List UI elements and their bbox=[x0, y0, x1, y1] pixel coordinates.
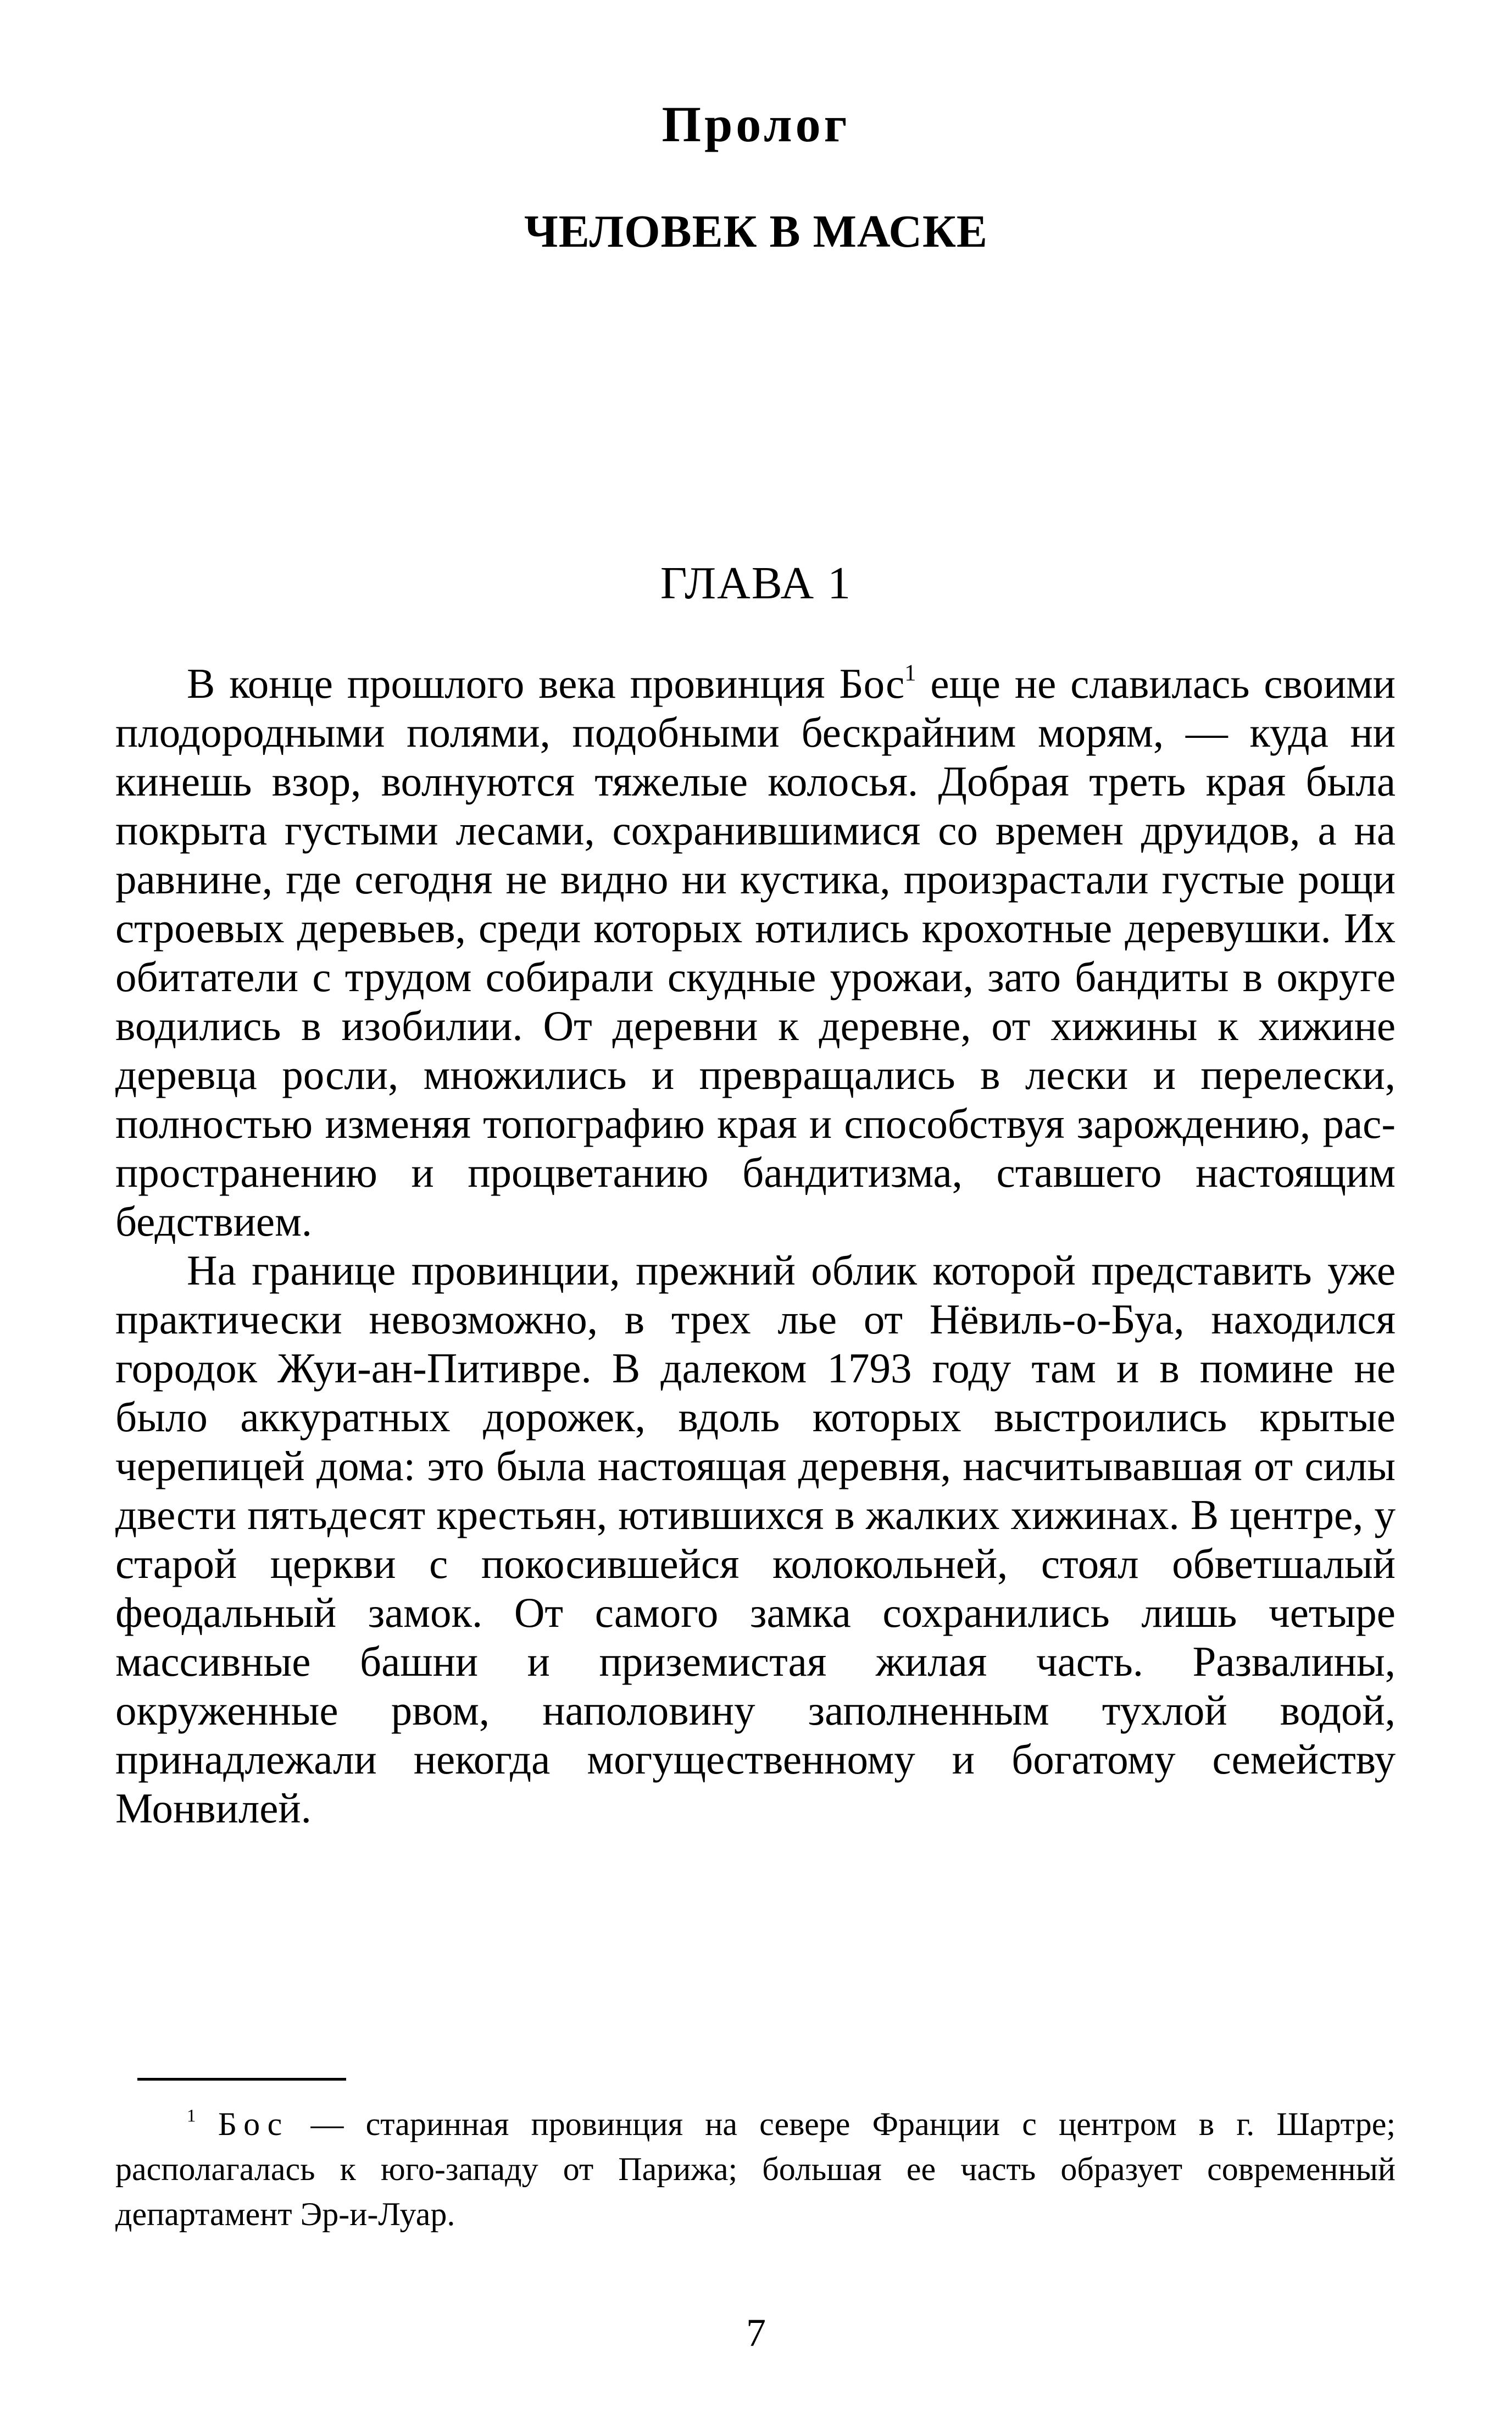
part-subtitle: ЧЕЛОВЕК В МАСКЕ bbox=[524, 206, 988, 257]
footnote bbox=[115, 2101, 1396, 2237]
footnote-text bbox=[115, 2101, 1396, 2237]
paragraph-text: В конце прошлого века провинция Бос bbox=[187, 660, 905, 707]
footnote-marker: 1 bbox=[187, 2106, 196, 2126]
paragraph bbox=[115, 659, 1396, 1246]
footnote-term: Бос bbox=[218, 2106, 289, 2142]
chapter-title: ГЛАВА 1 bbox=[660, 558, 852, 609]
footnote-reference: 1 bbox=[904, 660, 916, 686]
page-number: 7 bbox=[746, 2311, 766, 2355]
paragraph: На границе провинции, прежний облик которой представить уже практически невозможно, в трех лье от Нёвиль-о-Буа, находился городок Жуи-ан-Питивре. В далеком 1793 году там и в помине не было аккуратных дорожек, вдоль которых выстроились крытые черепицей дома: это была настоящая деревня, насчитывавшая от силы двести пятьдесят крестьян, ютившихся в жалких хижинах. В центре, у старой церкви с покосившейся колокольней, стоял обветшалый феодальный замок. От самого замка сохранились лишь четыре массивные башни и приземистая жилая часть. Развалины, окруженные рвом, наполовину заполненным тухлой водой, принадлежали некогда могущественному и богатому семейству Монвилей. bbox=[115, 1247, 1396, 1832]
paragraph-text: еще не славилась своими плодородными полями, подобными бескрайним морям, — куда ни кинешь взор, волнуются тяжелые колосья. Добрая треть края была покрыта густыми лесами, сохранившимися со времен друидов, а на равнине, где сегодня не видно ни кустика, произрастали густые рощи строевых деревьев, среди которых ютились крохотные деревушки. Их обитатели с трудом собирали скудные урожаи, зато бандиты в округе водились в изобилии. От деревни к деревне, от хижины к хижине деревца росли, множились и превращались в лески и перелески, полностью изменяя топографию края и способствуя зарождению, распространению и процветанию бандитизма, ставшего настоящим бедствием. bbox=[115, 660, 1396, 1245]
footnote-divider bbox=[137, 2078, 346, 2081]
chapter-body bbox=[115, 659, 1396, 1833]
part-title: Пролог bbox=[662, 96, 850, 152]
footnote-definition: — старинная провинция на севере Франции с центром в г. Шартре; располагалась к юго-западу от Парижа; большая ее часть образует современный департамент Эр-и-Луар. bbox=[115, 2106, 1396, 2232]
